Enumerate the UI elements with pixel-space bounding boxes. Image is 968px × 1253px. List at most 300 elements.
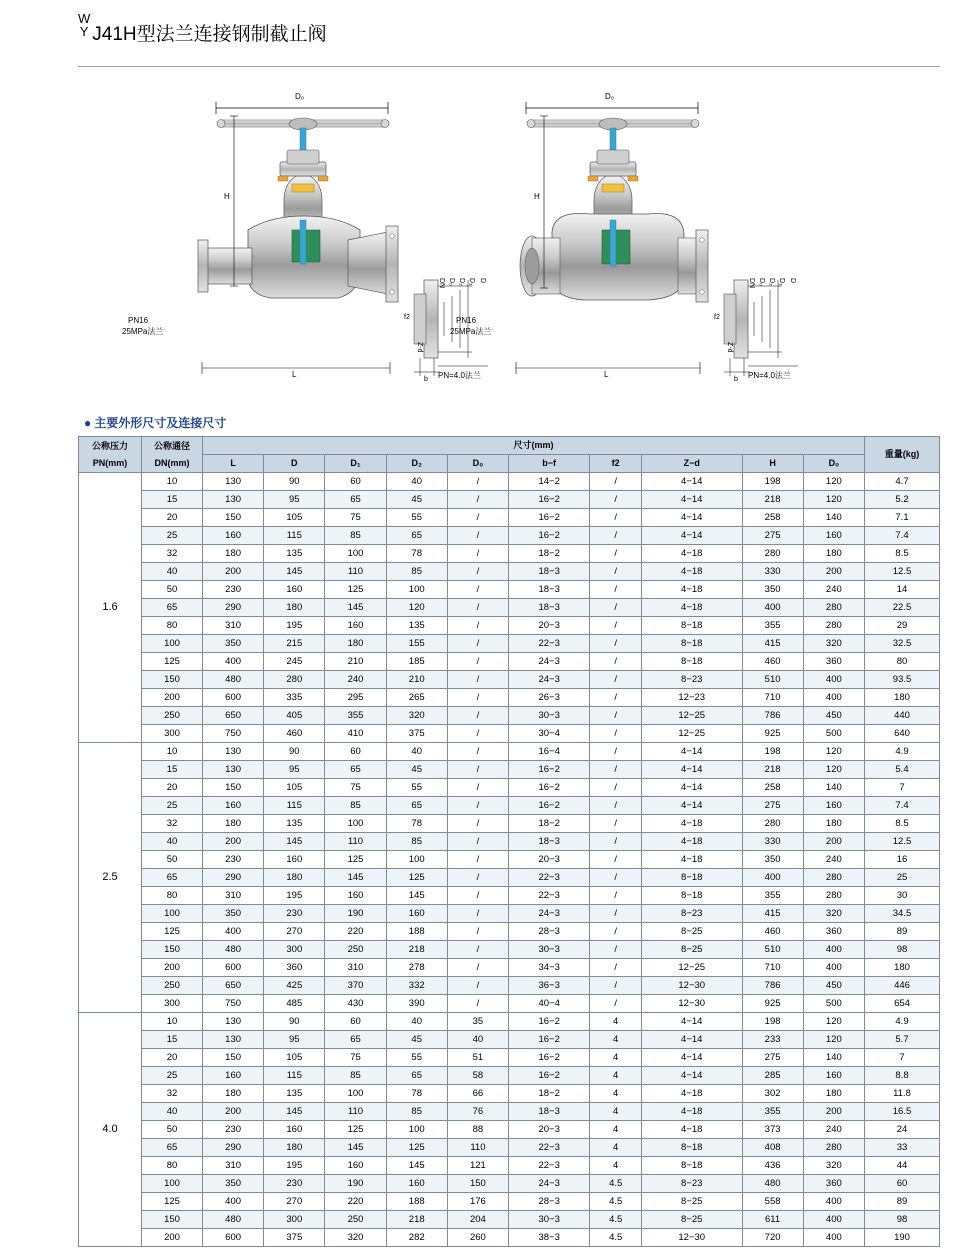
cell-value: / [590,833,642,851]
cell-value: / [447,779,508,797]
cell-value: / [447,923,508,941]
table-row [79,959,940,977]
table-row [79,1085,940,1103]
cell-value: 4 [590,1121,642,1139]
header-dn [142,437,203,473]
cell-value: 295 [325,689,386,707]
cell-value: 20−3 [509,851,590,869]
cell-value: / [590,563,642,581]
cell-value: 720 [742,1229,803,1247]
cell-value: 220 [325,923,386,941]
cell-value: 14 [865,581,940,599]
cell-value: 100 [386,581,447,599]
title-prefix-w: W [78,11,91,26]
title-prefix-y: Y [79,24,89,39]
cell-value: 120 [803,491,864,509]
cell-value: 16.5 [865,1103,940,1121]
cell-value: 400 [803,1211,864,1229]
cell-value: 180 [203,815,264,833]
cell-dn: 300 [142,995,203,1013]
cell-value: 190 [865,1229,940,1247]
cell-value: 115 [264,1067,325,1085]
cell-value: 611 [742,1211,803,1229]
cell-value: 180 [203,1085,264,1103]
cell-value: 24−3 [509,1175,590,1193]
table-row [79,833,940,851]
cell-value: 350 [203,905,264,923]
cell-value: 218 [742,761,803,779]
table-header-row-2 [79,455,940,473]
cell-value: / [590,995,642,1013]
cell-value: 12−25 [641,725,742,743]
dim-label-d2-right: D₂ [768,278,775,286]
cell-value: 34.5 [865,905,940,923]
cell-value: 198 [742,743,803,761]
cell-value: / [590,779,642,797]
cell-value: 90 [264,473,325,491]
cell-value: 310 [203,617,264,635]
cell-value: / [590,545,642,563]
cell-value: 145 [386,887,447,905]
cell-value: 200 [203,563,264,581]
cell-value: 600 [203,689,264,707]
cell-value: 200 [803,563,864,581]
cell-value: 786 [742,977,803,995]
cell-value: 373 [742,1121,803,1139]
table-row [79,1013,940,1031]
cell-value: 120 [803,1013,864,1031]
cell-value: / [447,563,508,581]
cell-value: 200 [203,833,264,851]
cell-value: 110 [325,833,386,851]
table-row [79,851,940,869]
cell-value: 400 [803,689,864,707]
cell-value: 7 [865,1049,940,1067]
cell-value: 500 [803,995,864,1013]
table-head [79,437,940,473]
cell-value: 85 [386,833,447,851]
table-row [79,797,940,815]
cell-value: 12.5 [865,563,940,581]
cell-dn: 25 [142,527,203,545]
cell-value: / [447,545,508,563]
cell-value: 275 [742,1049,803,1067]
cell-value: 18−3 [509,563,590,581]
cell-value: 480 [203,941,264,959]
cell-value: 350 [203,1175,264,1193]
header-dn-line2: DN(mm) [154,457,190,468]
cell-value: 160 [264,851,325,869]
cell-value: 450 [803,977,864,995]
cell-value: 4−14 [641,509,742,527]
cell-value: 360 [264,959,325,977]
cell-value: 4−18 [641,833,742,851]
cell-value: / [590,941,642,959]
cell-value: 28−3 [509,923,590,941]
cell-value: 710 [742,959,803,977]
cell-value: / [447,851,508,869]
flange-note-pn16-left: PN16 [128,316,149,325]
cell-value: / [447,797,508,815]
cell-value: 8−23 [641,671,742,689]
cell-value: / [447,941,508,959]
cell-value: 258 [742,509,803,527]
cell-value: / [447,977,508,995]
cell-value: 125 [325,1121,386,1139]
cell-value: 180 [803,1085,864,1103]
cell-value: 40 [386,1013,447,1031]
cell-value: 12.5 [865,833,940,851]
cell-value: 110 [325,1103,386,1121]
cell-dn: 150 [142,671,203,689]
cell-value: 480 [203,671,264,689]
cell-value: 18−3 [509,833,590,851]
title-divider [78,66,940,67]
cell-value: / [447,887,508,905]
dim-label-d1-left: D₁ [468,278,475,286]
table-row [79,1229,940,1247]
table-body [79,473,940,1247]
cell-value: 280 [742,815,803,833]
cell-pn-group: 2.5 [79,743,142,1013]
cell-value: 30−3 [509,941,590,959]
cell-value: 16−2 [509,509,590,527]
table-row [79,1031,940,1049]
cell-value: 7.4 [865,797,940,815]
cell-value: 18−3 [509,581,590,599]
cell-value: 7.1 [865,509,940,527]
table-row [79,725,940,743]
cell-value: 360 [803,1175,864,1193]
cell-value: 480 [742,1175,803,1193]
cell-dn: 50 [142,1121,203,1139]
cell-dn: 150 [142,941,203,959]
cell-value: 280 [803,617,864,635]
cell-value: / [447,869,508,887]
cell-dn: 10 [142,1013,203,1031]
cell-value: 16−2 [509,527,590,545]
cell-value: 600 [203,959,264,977]
cell-value: 400 [803,959,864,977]
cell-value: 60 [865,1175,940,1193]
cell-value: 8−18 [641,869,742,887]
cell-value: 125 [386,1139,447,1157]
cell-dn: 32 [142,1085,203,1103]
cell-dn: 100 [142,1175,203,1193]
cell-value: 176 [447,1193,508,1211]
cell-value: 240 [803,1121,864,1139]
cell-dn: 65 [142,869,203,887]
cell-value: 4 [590,1013,642,1031]
cell-value: 350 [203,635,264,653]
cell-value: 310 [203,1157,264,1175]
cell-value: 280 [803,1139,864,1157]
cell-value: 125 [325,851,386,869]
drawing-area [78,80,940,410]
cell-value: 125 [325,581,386,599]
cell-value: 460 [742,923,803,941]
dim-label-f2-left: f2 [404,314,410,321]
cell-value: 4 [590,1067,642,1085]
header-dn-line1: 公称通径 [153,440,190,451]
cell-value: 8−18 [641,617,742,635]
cell-value: 4 [590,1103,642,1121]
cell-value: 450 [803,707,864,725]
cell-value: 16−2 [509,1067,590,1085]
header-pn-line2: PN(mm) [92,457,128,468]
cell-value: 786 [742,707,803,725]
cell-dn: 100 [142,905,203,923]
table-row [79,509,940,527]
cell-value: 33 [865,1139,940,1157]
cell-value: 4.5 [590,1211,642,1229]
dim-label-d-left: D [479,278,486,284]
dim-label-d1-right: D₁ [778,278,785,286]
cell-value: 200 [803,833,864,851]
cell-value: 4−18 [641,545,742,563]
cell-value: 140 [803,509,864,527]
cell-value: 370 [325,977,386,995]
cell-value: 75 [325,509,386,527]
dimensions-table-wrap [78,436,940,1247]
cell-value: 355 [325,707,386,725]
cell-value: 198 [742,473,803,491]
cell-value: 12−25 [641,707,742,725]
cell-value: 22−3 [509,635,590,653]
cell-value: 8.5 [865,815,940,833]
cell-value: 130 [203,491,264,509]
cell-value: 150 [203,1049,264,1067]
cell-value: 65 [325,761,386,779]
cell-value: 24−3 [509,671,590,689]
cell-value: 65 [325,491,386,509]
cell-value: 135 [264,545,325,563]
cell-value: 180 [264,869,325,887]
cell-value: / [590,707,642,725]
cell-value: 4−18 [641,1121,742,1139]
cell-value: 22−3 [509,887,590,905]
table-row [79,941,940,959]
cell-value: / [590,491,642,509]
cell-dn: 32 [142,545,203,563]
dim-label-d-right: D [789,278,796,284]
cell-value: 100 [325,545,386,563]
cell-value: 200 [203,1103,264,1121]
cell-value: 195 [264,887,325,905]
cell-value: 160 [203,527,264,545]
table-row [79,491,940,509]
cell-value: 22−3 [509,1139,590,1157]
cell-value: 310 [325,959,386,977]
dim-label-dn-right: DN [748,278,755,289]
cell-value: 120 [803,743,864,761]
cell-value: / [447,581,508,599]
table-row [79,1103,940,1121]
cell-value: 115 [264,797,325,815]
cell-value: 925 [742,725,803,743]
dim-label-h-left: H [224,192,230,201]
cell-value: 250 [325,1211,386,1229]
cell-value: 16−2 [509,797,590,815]
cell-value: 180 [865,689,940,707]
cell-value: 210 [325,653,386,671]
cell-value: 180 [865,959,940,977]
cell-value: 160 [325,1157,386,1175]
cell-value: 16 [865,851,940,869]
cell-value: 410 [325,725,386,743]
cell-value: 415 [742,905,803,923]
table-row [79,815,940,833]
cell-value: 188 [386,923,447,941]
cell-value: 4 [590,1049,642,1067]
cell-value: 230 [264,905,325,923]
dimensions-table [78,436,940,1247]
cell-value: 105 [264,509,325,527]
cell-value: 51 [447,1049,508,1067]
page-title [78,10,327,46]
cell-value: 400 [803,671,864,689]
header-col-D0: D₀ [803,455,864,473]
cell-value: 400 [203,1193,264,1211]
cell-dn: 20 [142,779,203,797]
cell-dn: 20 [142,1049,203,1067]
cell-value: 16−2 [509,779,590,797]
table-row [79,617,940,635]
cell-value: 12−30 [641,995,742,1013]
cell-value: 18−2 [509,1085,590,1103]
table-row [79,671,940,689]
cell-value: 4 [590,1085,642,1103]
cell-value: 120 [386,599,447,617]
cell-value: 45 [386,1031,447,1049]
table-row [79,887,940,905]
cell-value: 4.5 [590,1193,642,1211]
cell-value: 160 [203,797,264,815]
cell-value: 8−18 [641,1157,742,1175]
table-row [79,599,940,617]
cell-value: 38−3 [509,1229,590,1247]
cell-value: 280 [803,869,864,887]
cell-value: 355 [742,887,803,905]
cell-value: 8−23 [641,905,742,923]
cell-value: 95 [264,761,325,779]
cell-value: 204 [447,1211,508,1229]
cell-value: / [590,599,642,617]
table-row [79,905,940,923]
cell-value: 65 [386,527,447,545]
cell-value: 8−18 [641,887,742,905]
table-row [79,869,940,887]
table-row [79,545,940,563]
cell-value: 275 [742,527,803,545]
cell-value: 230 [203,851,264,869]
cell-dn: 40 [142,833,203,851]
cell-value: 12−23 [641,689,742,707]
cell-value: / [590,473,642,491]
cell-value: / [590,743,642,761]
table-row [79,707,940,725]
cell-value: 8−25 [641,923,742,941]
cell-value: 65 [325,1031,386,1049]
cell-dn: 200 [142,689,203,707]
cell-value: 145 [325,869,386,887]
cell-value: 270 [264,923,325,941]
cell-value: 230 [203,581,264,599]
cell-value: 460 [742,653,803,671]
cell-value: 8.5 [865,545,940,563]
cell-dn: 80 [142,887,203,905]
cell-value: 400 [203,653,264,671]
cell-value: 240 [803,581,864,599]
cell-value: 150 [447,1175,508,1193]
cell-dn: 150 [142,1211,203,1229]
cell-value: 60 [325,1013,386,1031]
cell-value: 190 [325,1175,386,1193]
header-col-bf: b−f [509,455,590,473]
cell-value: / [590,635,642,653]
cell-value: 12−30 [641,1229,742,1247]
cell-dn: 15 [142,1031,203,1049]
cell-value: 335 [264,689,325,707]
cell-dn: 200 [142,1229,203,1247]
cell-value: 4 [590,1031,642,1049]
cell-value: 4−14 [641,1013,742,1031]
table-row [79,581,940,599]
cell-value: 18−2 [509,815,590,833]
cell-dn: 50 [142,851,203,869]
cell-value: 110 [325,563,386,581]
cell-value: 65 [386,1067,447,1085]
header-col-L: L [203,455,264,473]
cell-value: 16−2 [509,1049,590,1067]
cell-value: 4.7 [865,473,940,491]
cell-value: 8−25 [641,1193,742,1211]
cell-value: 195 [264,1157,325,1175]
cell-value: 65 [386,797,447,815]
cell-value: 400 [803,1193,864,1211]
cell-pn-group: 4.0 [79,1013,142,1247]
cell-dn: 25 [142,1067,203,1085]
cell-value: 160 [264,581,325,599]
cell-value: 14−2 [509,473,590,491]
cell-value: 90 [264,743,325,761]
cell-value: 35 [447,1013,508,1031]
cell-value: / [590,797,642,815]
cell-value: 145 [386,1157,447,1175]
cell-value: 4.9 [865,1013,940,1031]
cell-value: / [447,635,508,653]
cell-value: 280 [742,545,803,563]
cell-value: 145 [325,1139,386,1157]
cell-value: 100 [325,1085,386,1103]
cell-value: 8−23 [641,1175,742,1193]
table-row [79,995,940,1013]
cell-value: / [590,725,642,743]
cell-dn: 125 [142,1193,203,1211]
cell-value: 24−3 [509,905,590,923]
cell-value: 278 [386,959,447,977]
cell-value: 320 [803,1157,864,1175]
cell-value: 300 [264,941,325,959]
cell-value: 260 [447,1229,508,1247]
cell-value: 98 [865,1211,940,1229]
cell-value: 78 [386,815,447,833]
cell-value: 425 [264,977,325,995]
cell-value: 710 [742,689,803,707]
cell-value: 750 [203,995,264,1013]
cell-value: 18−3 [509,1103,590,1121]
cell-value: / [447,707,508,725]
